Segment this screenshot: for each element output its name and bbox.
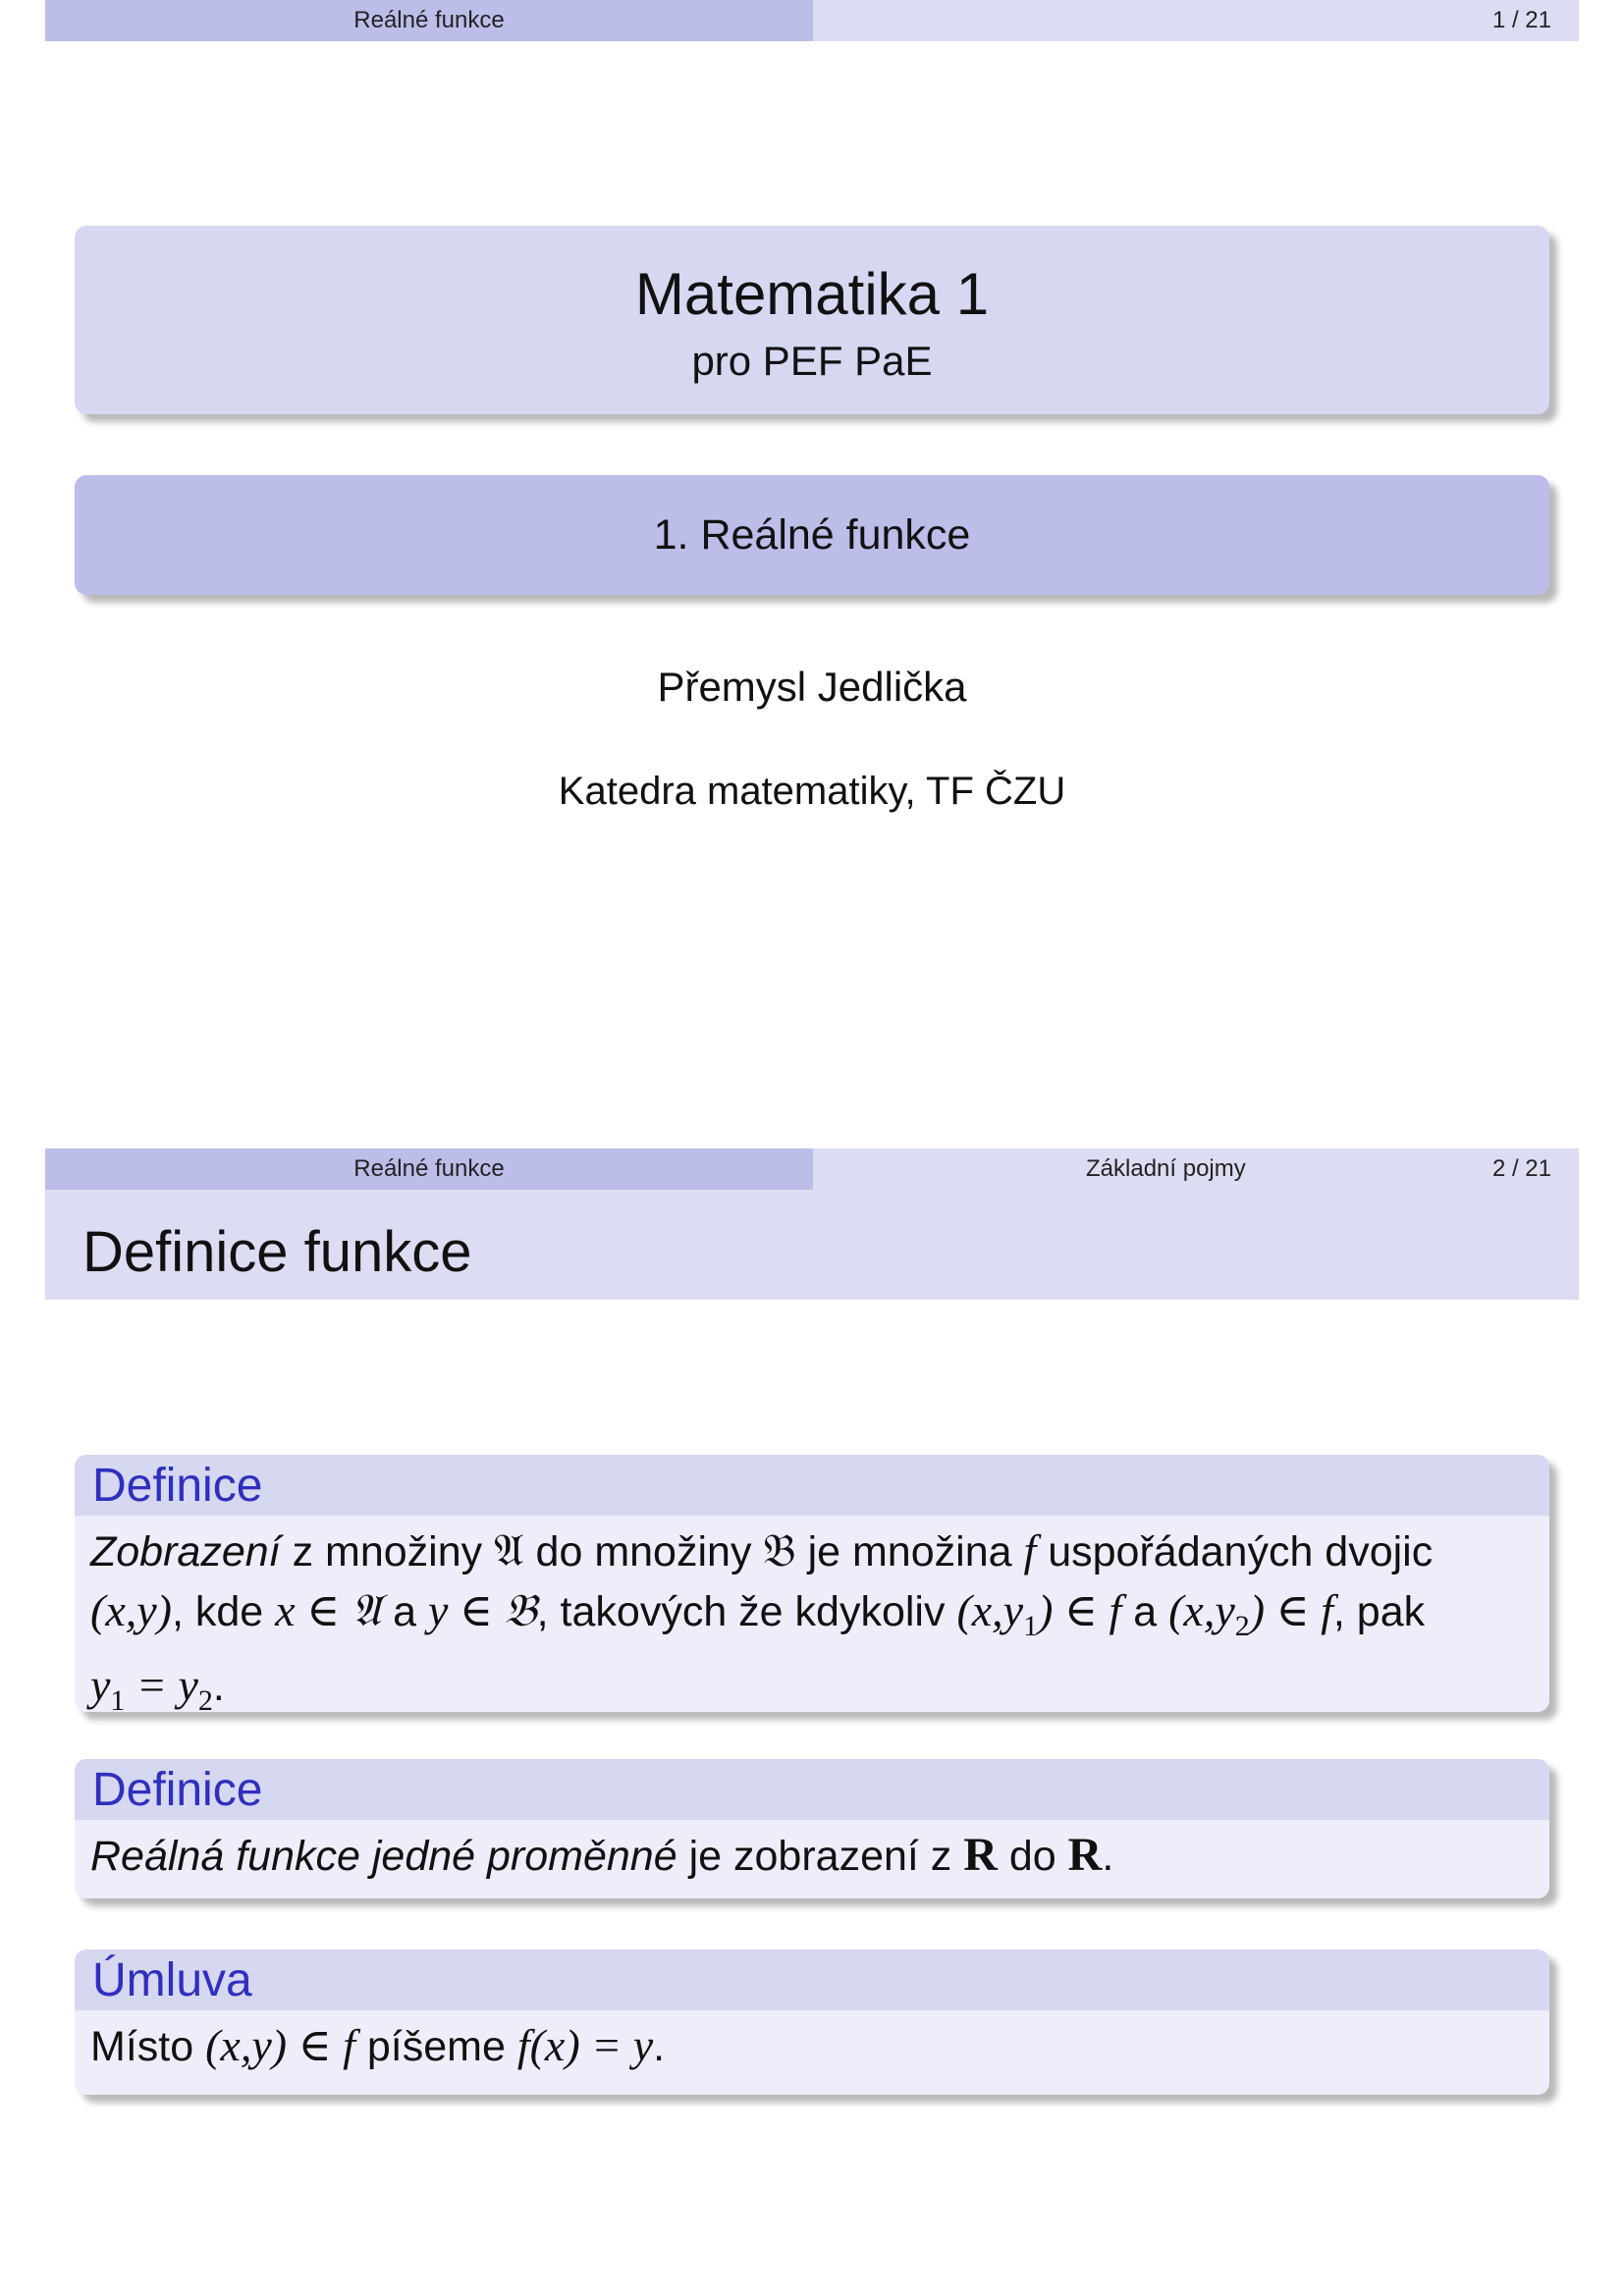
math-expr: ) ∈ f <box>1038 1585 1122 1635</box>
block-body <box>75 1516 1549 1712</box>
math-expr: (x,y <box>956 1585 1024 1635</box>
block-heading: Definice <box>75 1455 1549 1516</box>
block-body <box>75 2010 1549 2088</box>
headline-bar <box>45 1148 1579 1190</box>
definition-block-real-function <box>75 1759 1549 1898</box>
text: a <box>393 1588 417 1635</box>
text: Místo <box>90 2023 194 2070</box>
text: je množina <box>807 1528 1012 1575</box>
institute: Katedra matematiky, TF ČZU <box>558 770 1066 813</box>
headline-title: Reálné funkce <box>45 1148 813 1190</box>
math-set: 𝔅 <box>763 1525 796 1575</box>
lecture-title: 1. Reálné funkce <box>653 511 971 559</box>
subscript: 2 <box>197 1684 213 1712</box>
math-expr: (x,y) <box>90 1585 172 1635</box>
real-numbers-symbol: R <box>1067 1829 1103 1881</box>
math-expr: ) ∈ f <box>1249 1585 1333 1635</box>
math-expr: y <box>90 1660 111 1711</box>
math-set: 𝔄 <box>494 1525 524 1575</box>
slide-1 <box>45 0 1579 1119</box>
title-box <box>75 226 1549 414</box>
headline-title: Reálné funkce <box>45 0 813 41</box>
real-numbers-symbol: R <box>963 1829 998 1881</box>
text: do množiny <box>535 1528 752 1575</box>
text: . <box>212 1663 225 1711</box>
lecture-box <box>75 475 1549 595</box>
frame-title: Definice funkce <box>82 1220 472 1284</box>
term: Zobrazení <box>90 1528 281 1575</box>
text: do <box>1008 1833 1056 1880</box>
subscript: 1 <box>110 1684 126 1712</box>
text: uspořádaných dvojic <box>1048 1528 1434 1575</box>
headline-right <box>813 1148 1579 1190</box>
presentation-title: Matematika 1 <box>634 261 990 327</box>
page-number: 2 / 21 <box>1491 1155 1551 1182</box>
block-heading: Definice <box>75 1759 1549 1820</box>
math-expr: (x,y <box>1168 1585 1235 1635</box>
headline-right <box>813 0 1579 41</box>
slide-2 <box>45 1148 1579 2268</box>
section-name: Základní pojmy <box>1086 1155 1246 1182</box>
block-body <box>75 1820 1549 1897</box>
subscript: 1 <box>1023 1610 1039 1643</box>
math-expr: x ∈ 𝔄 <box>275 1585 382 1635</box>
math-expr: (x,y) ∈ f <box>205 2020 355 2070</box>
text: a <box>1133 1588 1158 1635</box>
headline-bar <box>45 0 1579 41</box>
text: , takových že kdykoliv <box>536 1588 946 1635</box>
math-symbol: f <box>1023 1525 1037 1575</box>
text: , kde <box>171 1588 264 1635</box>
math-expr: = y <box>125 1660 198 1711</box>
text: , pak <box>1332 1588 1426 1635</box>
definition-block-function <box>75 1455 1549 1712</box>
presentation-subtitle: pro PEF PaE <box>691 338 933 384</box>
math-expr: y ∈ 𝔅 <box>427 1585 537 1635</box>
page-number: 1 / 21 <box>1491 7 1551 33</box>
author: Přemysl Jedlička <box>657 664 967 710</box>
text: z množiny <box>292 1528 483 1575</box>
convention-block <box>75 1949 1549 2095</box>
math-expr: f(x) = y <box>516 2020 654 2070</box>
text: píšeme <box>366 2023 506 2070</box>
text: . <box>653 2023 666 2070</box>
text: . <box>1102 1833 1114 1880</box>
block-heading: Úmluva <box>75 1949 1549 2010</box>
frame-title-band <box>45 1190 1579 1300</box>
subscript: 2 <box>1234 1610 1250 1643</box>
term: Reálná funkce jedné proměnné <box>90 1833 677 1880</box>
text: je zobrazení z <box>688 1833 952 1880</box>
